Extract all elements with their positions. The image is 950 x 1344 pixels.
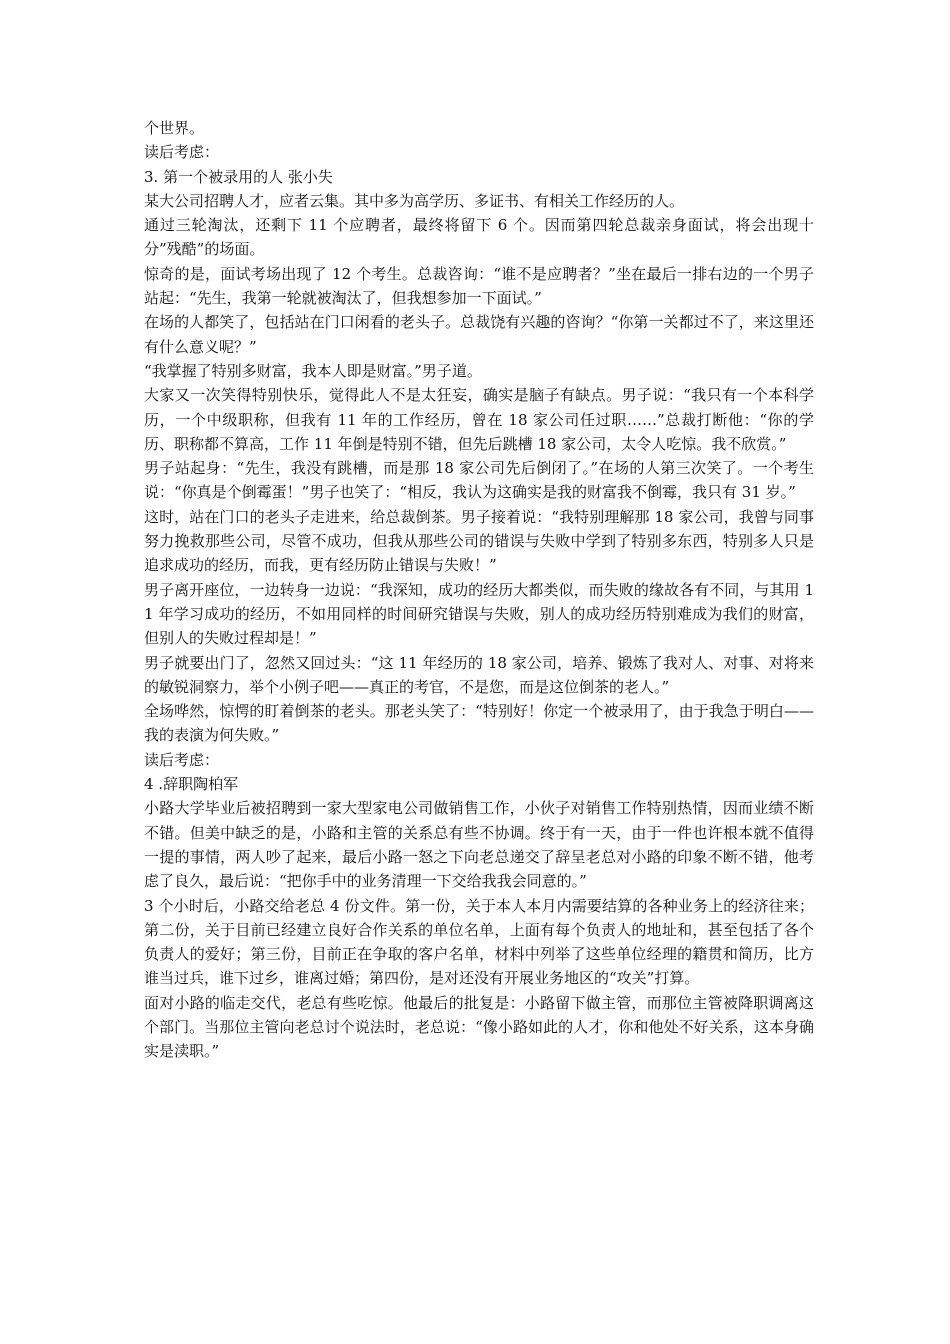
paragraph-5: 通过三轮淘汰，还剩下 11 个应聘者，最终将留下 6 个。因而第四轮总裁亲身面试，将会出现十分”残酷”的场面。 xyxy=(144,216,814,259)
paragraph-8: “我掌握了特别多财富，我本人即是财富。”男子道。 xyxy=(144,361,482,380)
paragraph-18: 3 个小时后，小路交给老总 4 份文件。第一份，关于本人本月内需要结算的各种业务上的经济往来；第二份，关于目前已经建立良好合作关系的单位名单，上面有每个负责人的地址和，甚至包括了各个负责人的爱好；第三份，目前正在争取的客户名单，材料中列举了这些单位经理的籍贯和简历，比方谁当过兵，谁下过乡，谁离过婚；第四份，是对还没有开展业务地区的“攻关”打算。 xyxy=(144,896,814,988)
paragraph-15-reflection-heading: 读后考虑： xyxy=(144,750,220,769)
document-page xyxy=(144,116,814,1064)
paragraph-13: 男子就要出门了，忽然又回过头：“这 11 年经历的 18 家公司，培养、锻炼了我对人、对事、对将来的敏锐洞察力，举个小例子吧——真正的考官，不是您，而是这位倒茶的老人。” xyxy=(144,653,814,696)
paragraph-4: 某大公司招聘人才，应者云集。其中多为高学历、多证书、有相关工作经历的人。 xyxy=(144,191,685,210)
paragraph-16-section-title: 4 .辞职陶柏军 xyxy=(144,775,239,794)
paragraph-7: 在场的人都笑了，包括站在门口闲看的老头子。总裁饶有兴趣的咨询？“你第一关都过不了，来这里还有什么意义呢？” xyxy=(144,313,814,356)
paragraph-2-reflection-heading: 读后考虑： xyxy=(144,143,220,162)
paragraph-6: 惊奇的是，面试考场出现了 12 个考生。总裁咨询：“谁不是应聘者？”坐在最后一排右边的一个男子站起：“先生，我第一轮就被淘汰了，但我想参加一下面试。” xyxy=(144,264,814,308)
paragraph-9: 大家又一次笑得特别快乐，觉得此人不是太狂妄，确实是脑子有缺点。男子说：“我只有一个本科学历，一个中级职称，但我有 11 年的工作经历，曾在 18 家公司任过职……”总裁打断他：“你的学历、职称都不算高，工作 11 年倒是特别不错，但先后跳槽 18 家公司，太令人吃惊。我不欣赏。” xyxy=(144,386,814,453)
paragraph-19: 面对小路的临走交代，老总有些吃惊。他最后的批复是：小路留下做主管，而那位主管被降职调离这个部门。当那位主管向老总讨个说法时，老总说：“像小路如此的人才，你和他处不好关系，这本身确实是渎职。” xyxy=(144,993,814,1061)
paragraph-11: 这时，站在门口的老头子走进来，给总裁倒茶。男子接着说：“我特别理解那 18 家公司，我曾与同事努力挽救那些公司，尽管不成功，但我从那些公司的错误与失败中学到了特别多东西，特别多人只是追求成功的经历，而我，更有经历防止错误与失败！” xyxy=(144,507,814,575)
paragraph-1: 个世界。 xyxy=(144,119,205,137)
paragraph-14: 全场哗然，惊愕的盯着倒茶的老头。那老头笑了：“特别好！你定一个被录用了，由于我急于明白——我的表演为何失败。” xyxy=(144,702,814,745)
paragraph-3-section-title: 3. 第一个被录用的人 张小失 xyxy=(144,167,333,186)
paragraph-17: 小路大学毕业后被招聘到一家大型家电公司做销售工作，小伙子对销售工作特别热情，因而业绩不断不错。但美中缺乏的是，小路和主管的关系总有些不协调。终于有一天，由于一件也许根本就不值得一提的事情，两人吵了起来，最后小路一怒之下向老总递交了辞呈老总对小路的印象不断不错，他考虑了良久，最后说：“把你手中的业务清理一下交给我我会同意的。” xyxy=(144,799,814,891)
paragraph-12: 男子离开座位，一边转身一边说：“我深知，成功的经历大都类似，而失败的缘故各有不同，与其用 11 年学习成功的经历，不如用同样的时间研究错误与失败，别人的成功经历特别难成为我们的财富，但别人的失败过程却是！” xyxy=(144,580,814,648)
paragraph-10: 男子站起身：“先生，我没有跳槽，而是那 18 家公司先后倒闭了。”在场的人第三次笑了。一个考生说：“你真是个倒霉蛋！”男子也笑了：“相反，我认为这确实是我的财富我不倒霉，我只有 31 岁。” xyxy=(144,459,814,502)
